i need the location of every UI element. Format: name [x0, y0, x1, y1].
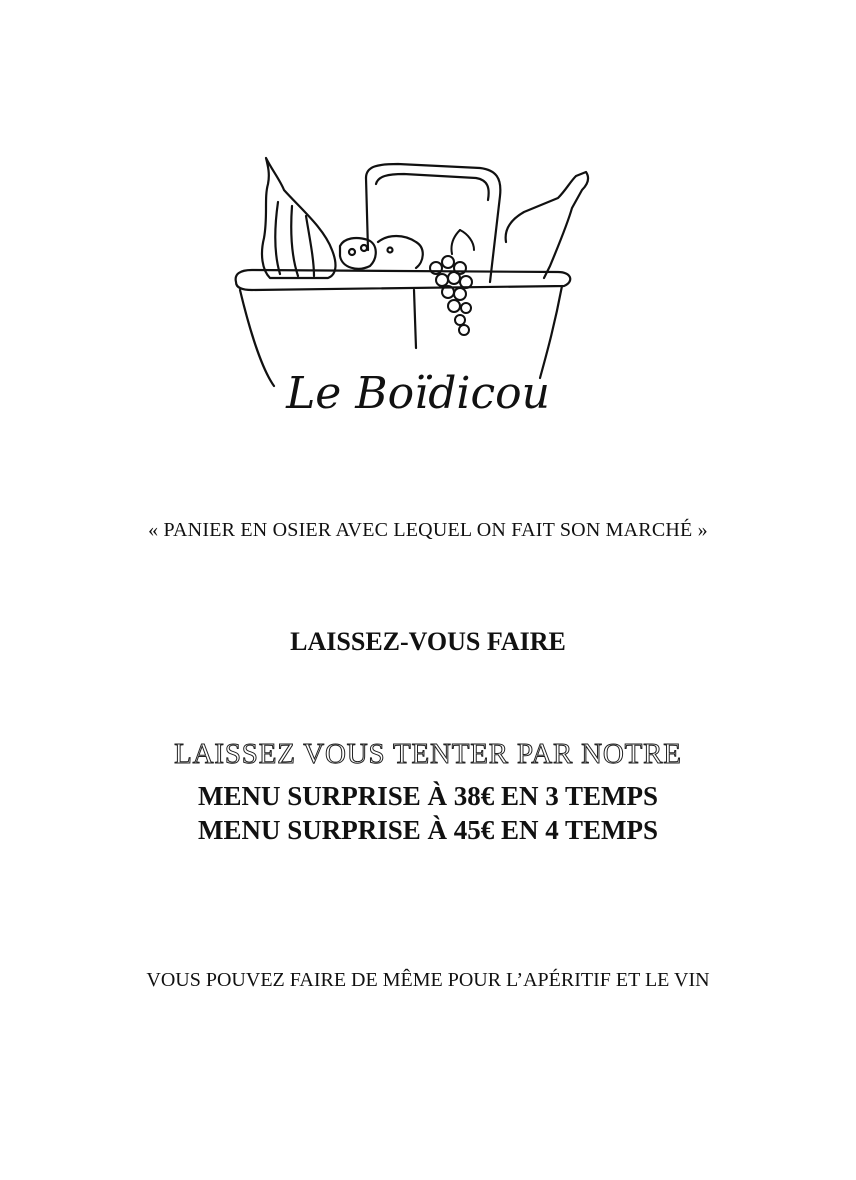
logo-wordmark: Le Boïdicou [286, 368, 550, 419]
footer-note: VOUS POUVEZ FAIRE DE MÊME POUR L’APÉRITIF ET LE VIN [146, 969, 710, 991]
basket-icon [228, 150, 598, 430]
menu-item: MENU SURPRISE À 38€ EN 3 TEMPS [197, 781, 659, 811]
tagline: « PANIER EN OSIER AVEC LEQUEL ON FAIT SON MARCHÉ » [148, 519, 708, 541]
menu-item: MENU SURPRISE À 45€ EN 4 TEMPS [197, 815, 659, 845]
restaurant-logo [228, 150, 598, 430]
page-heading: LAISSEZ-VOUS FAIRE [290, 627, 566, 656]
tempt-line: LAISSEZ VOUS TENTER PAR NOTRE [174, 738, 682, 770]
